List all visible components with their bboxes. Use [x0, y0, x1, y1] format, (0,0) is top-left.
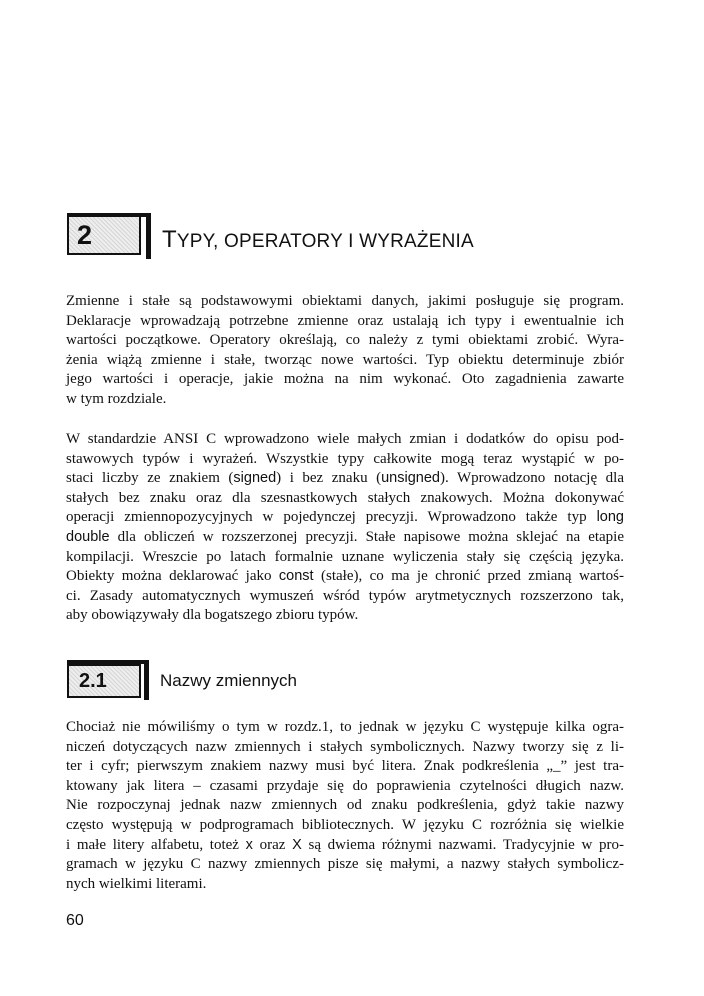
text-run: staci liczby ze znakiem ( [66, 470, 234, 487]
text-line: Deklaracje wprowadzają potrzebne zmienne oraz ustalają ich typy i ewentualnie ich [66, 312, 624, 329]
text-line [66, 528, 624, 548]
keyword-double: double [66, 528, 110, 545]
names-paragraph [66, 718, 624, 894]
text-line: aby obowiązywały dla bogatszego zbioru typów. [66, 607, 359, 624]
text-line [66, 836, 624, 856]
text-line [66, 508, 624, 528]
chapter-title [162, 226, 474, 254]
text-line: jego wartości i operacje, jakie można na nim wykonać. Oto zagadnienia zawarte [66, 371, 624, 388]
text-line: nych wielkimi literami. [66, 875, 207, 892]
text-line [66, 469, 624, 489]
text-run: są dwiema różnymi nazwami. Tradycyjnie w pro- [301, 836, 624, 853]
text-run: operacji zmiennopozycyjnych w pojedynczej precyzji. Wprowadzono także typ [66, 509, 597, 526]
text-run: ). Wprowadzono notację dla [439, 470, 624, 487]
text-line: ci. Zasady automatycznych wymuszeń wśród typów arytmetycznych rozszerzono tak, [66, 587, 624, 604]
text-line: wartości początkowe. Operatory określają, co należy z tymi obiektami zrobić. Wyra- [66, 332, 624, 349]
intro-paragraph [66, 292, 624, 410]
keyword-long: long [596, 509, 624, 526]
section-number: 2.1 [67, 664, 141, 698]
text-run: ) i bez znaku ( [276, 470, 382, 487]
text-line: Chociaż nie mówiliśmy o tym w rozdz.1, to jednak w języku C występuje kilka ogra- [66, 719, 624, 735]
keyword-x-upper: X [292, 836, 302, 853]
chapter-number-box [67, 212, 147, 258]
chapter-number: 2 [67, 215, 141, 255]
text-line: Zmienne i stałe są podstawowymi obiektami danych, jakimi posługuje się program. [66, 293, 624, 309]
text-line: niczeń dotyczących nazw zmiennych i stałych symbolicznych. Nazwy tworzy się z li- [66, 738, 624, 755]
text-run: oraz [252, 836, 293, 853]
text-line: ktowany jak litera – czasami przydaje się do poprawienia czytelności długich nazw. [66, 777, 624, 794]
text-line: stawowych typów i wyrażeń. Wszystkie typy całkowite mogą teraz wystąpić w po- [66, 450, 624, 467]
keyword-signed: signed [233, 470, 277, 487]
page-number: 60 [66, 912, 84, 929]
keyword-unsigned: unsigned [381, 470, 440, 487]
text-line: stałych bez znaku oraz dla szesnastkowych stałych znakowych. Można dokonywać [66, 489, 624, 506]
keyword-x-lower: x [245, 836, 253, 853]
section-frame-bar [144, 660, 149, 700]
text-line: gramach w języku C nazwy zmiennych pisze się małymi, a nazwy stałych symbolicz- [66, 856, 624, 873]
text-line: W standardzie ANSI C wprowadzono wiele małych zmian i dodatków do opisu pod- [66, 431, 624, 447]
text-line: często występują w podprogramach bibliotecznych. W języku C rozróżnia się wielkie [66, 816, 624, 833]
text-line: Nie rozpoczynaj jednak nazw zmiennych od znaku podkreślenia, gdyż takie nazwy [66, 797, 624, 814]
text-run: Obiekty można deklarować jako [66, 568, 279, 585]
text-line [66, 567, 624, 587]
text-run: i małe litery alfabetu, toteż [66, 836, 246, 853]
text-line: żenia wiążą zmienne i stałe, tworząc nowe wartości. Typ obiektu determinuje zbiór [66, 351, 624, 368]
text-line: w tym rozdziale. [66, 390, 167, 407]
section-title: Nazwy zmiennych [160, 671, 297, 690]
text-line: ter i cyfr; pierwszym znakiem nazwy musi być litera. Znak podkreślenia „_” jest tra- [66, 758, 624, 775]
chapter-title-rest: YPY, OPERATORY I WYRAŻENIA [176, 231, 474, 252]
text-run: dla obliczeń w rozszerzonej precyzji. Stałe napisowe można sklejać na etapie [109, 528, 624, 545]
keyword-const: const [278, 568, 314, 585]
chapter-title-initial: T [162, 226, 177, 253]
text-line: kompilacji. Wreszcie po latach formalnie uznane wyliczenia stały się częścią języka. [66, 548, 624, 565]
text-run: (stałe), co ma je chronić przed zmianą wartoś- [313, 568, 624, 585]
ansi-paragraph [66, 430, 624, 626]
